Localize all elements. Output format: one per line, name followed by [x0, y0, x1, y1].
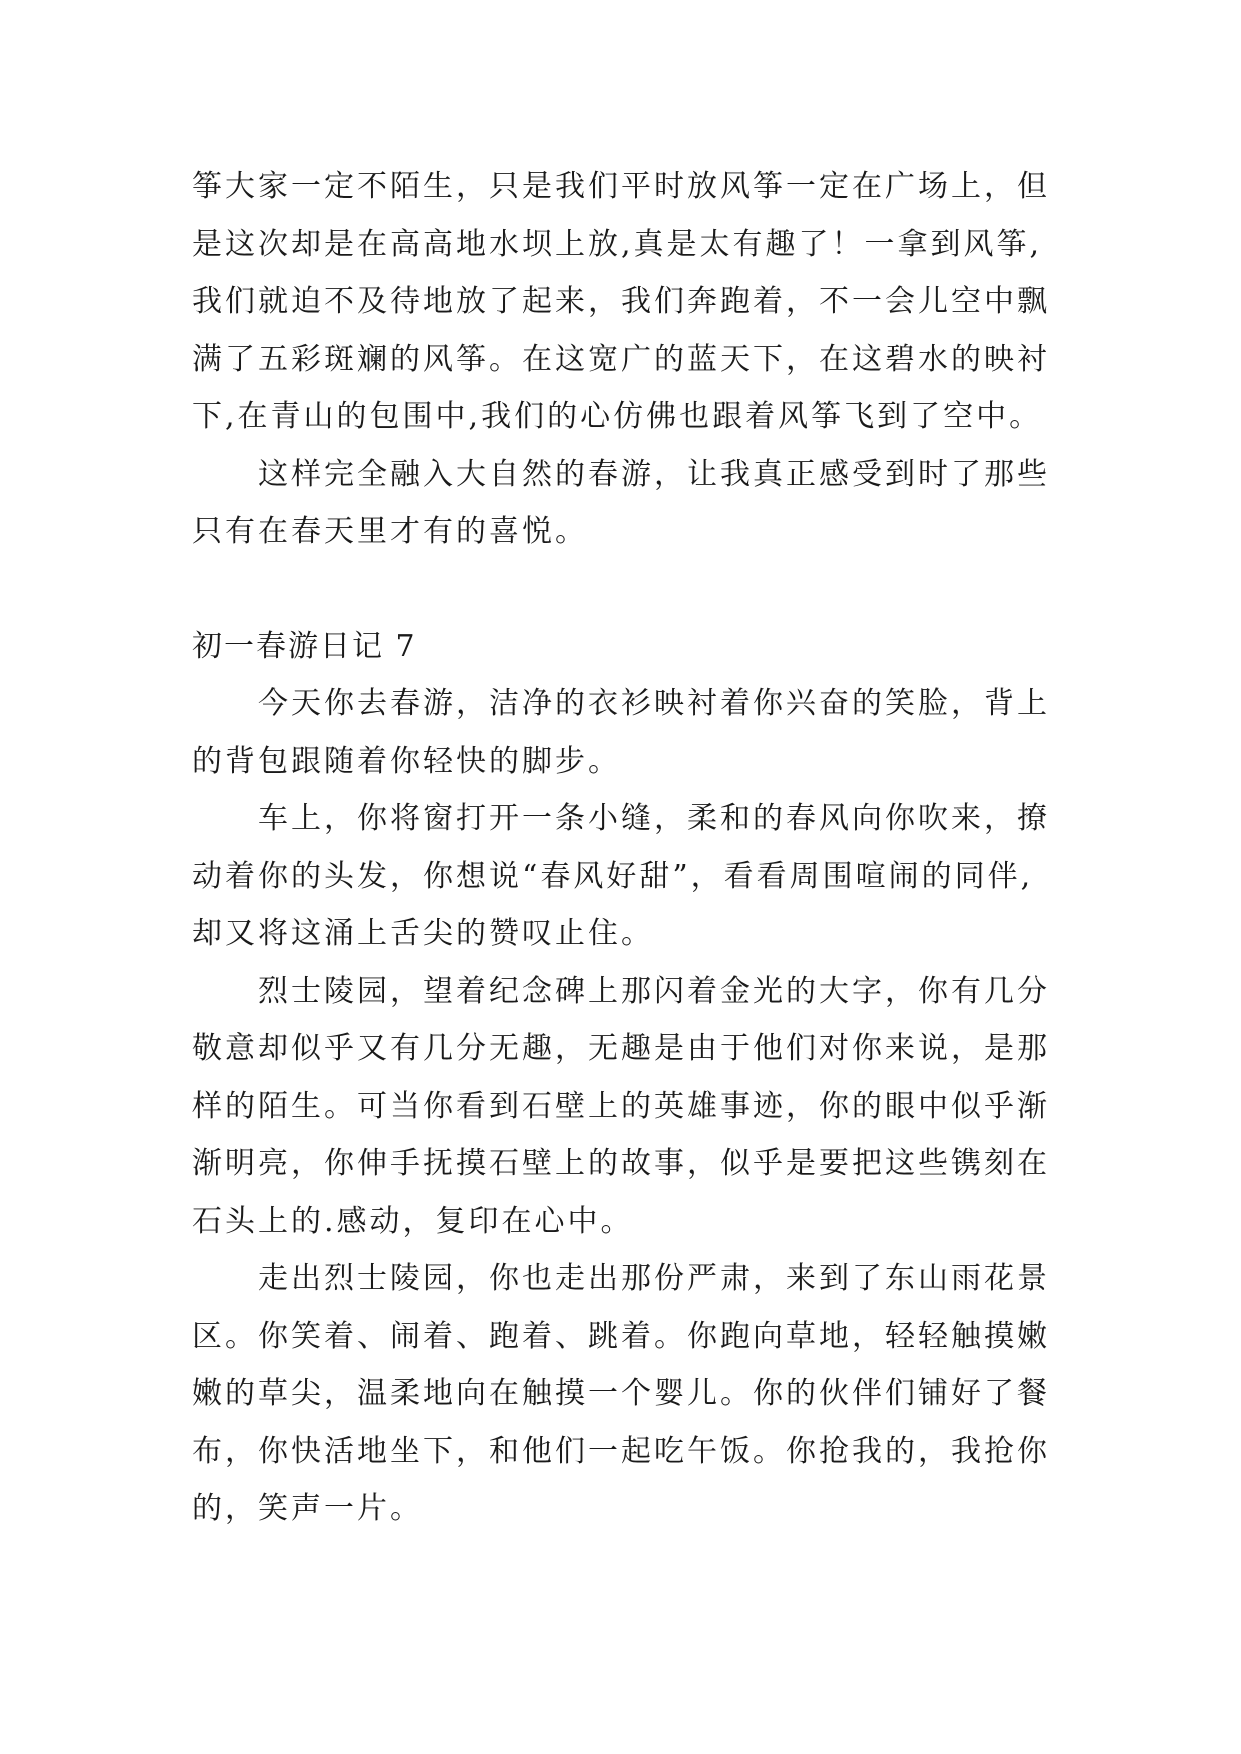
- section-heading: [192, 618, 1092, 676]
- text-line: 石头上的.感动，复印在心中。: [192, 1203, 634, 1239]
- text-line: 渐明亮，你伸手抚摸石壁上的故事，似乎是要把这些镌刻在: [192, 1146, 1050, 1181]
- text-line: 我们就迫不及待地放了起来，我们奔跑着，不一会儿空中飘: [192, 284, 1050, 319]
- text-line: 样的陌生。可当你看到石壁上的英雄事迹，你的眼中似乎渐: [192, 1088, 1050, 1124]
- paragraph: [192, 1250, 1092, 1538]
- text-line: 车上，你将窗打开一条小缝，柔和的春风向你吹来，撩: [258, 801, 1050, 836]
- text-line: 敬意却似乎又有几分无趣，无趣是由于他们对你来说，是那: [192, 1031, 1050, 1066]
- text-line: 只有在春天里才有的喜悦。: [192, 514, 588, 549]
- text-line: 筝大家一定不陌生，只是我们平时放风筝一定在广场上，但: [192, 169, 1050, 204]
- text-line: 满了五彩斑斓的风筝。在这宽广的蓝天下，在这碧水的映衬: [192, 341, 1050, 377]
- text-line: 今天你去春游，洁净的衣衫映衬着你兴奋的笑脸，背上: [258, 686, 1050, 721]
- text-line: 是这次却是在高高地水坝上放,真是太有趣了！一拿到风筝,: [192, 226, 1043, 262]
- text-line: 烈士陵园，望着纪念碑上那闪着金光的大字，你有几分: [258, 973, 1050, 1009]
- text-line: 的，笑声一片。: [192, 1491, 423, 1526]
- text-line: 嫩的草尖，温柔地向在触摸一个婴儿。你的伙伴们铺好了餐: [192, 1376, 1050, 1411]
- paragraph: [192, 963, 1092, 1251]
- heading-text: 初一春游日记 7: [192, 628, 417, 664]
- paragraph: [192, 675, 1092, 790]
- paragraph: [192, 790, 1092, 963]
- text-line: 下,在青山的包围中,我们的心仿佛也跟着风筝飞到了空中。: [192, 399, 1043, 434]
- text-line: 动着你的头发，你想说“春风好甜”，看看周围喧闹的同伴,: [192, 858, 1034, 894]
- blank-line: [192, 561, 1092, 618]
- text-line: 这样完全融入大自然的春游，让我真正感受到时了那些: [258, 456, 1050, 492]
- text-line: 区。你笑着、闹着、跑着、跳着。你跑向草地，轻轻触摸嫩: [192, 1318, 1050, 1354]
- text-line: 却又将这涌上舌尖的赞叹止住。: [192, 916, 654, 951]
- text-line: 走出烈士陵园，你也走出那份严肃，来到了东山雨花景: [258, 1261, 1050, 1296]
- text-line: 的背包跟随着你轻快的脚步。: [192, 743, 621, 779]
- text-line: 布，你快活地坐下，和他们一起吃午饭。你抢我的，我抢你: [192, 1433, 1050, 1469]
- document-body: [192, 158, 1092, 1538]
- paragraph: [192, 158, 1092, 446]
- paragraph: [192, 446, 1092, 561]
